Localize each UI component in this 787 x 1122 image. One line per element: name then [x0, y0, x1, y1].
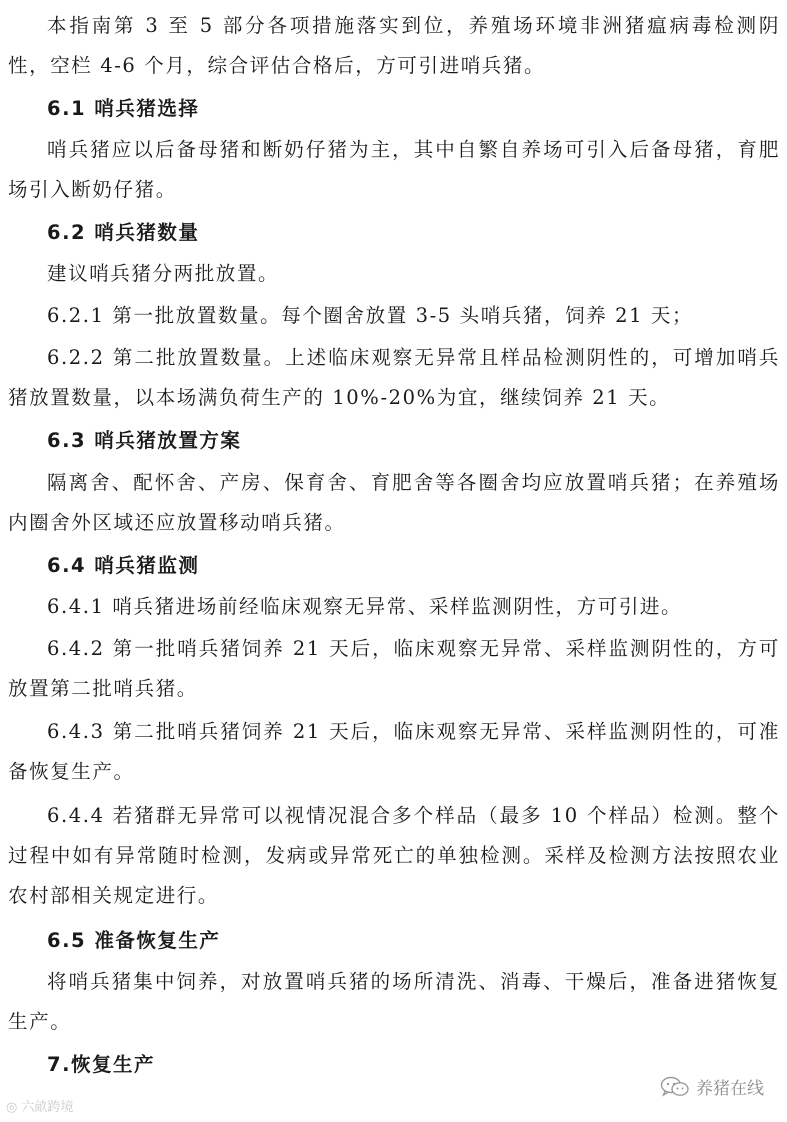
paragraph-6-2-1: 6.2.1 第一批放置数量。每个圈舍放置 3-5 头哨兵猪，饲养 21 天； — [47, 304, 694, 327]
wechat-logo-icon — [660, 1075, 690, 1099]
paragraph-6-1: 哨兵猪应以后备母猪和断奶仔猪为主，其中自繁自养场可引入后备母猪，育肥场引入断奶仔猪。 — [8, 138, 780, 201]
wechat-watermark — [660, 1074, 764, 1099]
paragraph-6-4-3: 6.4.3 第二批哨兵猪饲养 21 天后，临床观察无异常、采样监测阴性的，可准备恢复生产。 — [8, 720, 780, 783]
paragraph-6-4-2: 6.4.2 第一批哨兵猪饲养 21 天后，临床观察无异常、采样监测阴性的，方可放置第二批哨兵猪。 — [8, 637, 780, 700]
paragraph-6-3: 隔离舍、配怀舍、产房、保育舍、育肥舍等各圈舍均应放置哨兵猪；在养殖场内圈舍外区域还应放置移动哨兵猪。 — [8, 471, 780, 534]
paragraph-6-5: 将哨兵猪集中饲养，对放置哨兵猪的场所清洗、消毒、干燥后，准备进猪恢复生产。 — [8, 970, 780, 1033]
heading-6-5: 6.5 准备恢复生产 — [47, 929, 221, 952]
weibo-logo-icon: ◎ — [6, 1100, 18, 1115]
weibo-account-name: 六畝跨境 — [21, 1100, 74, 1115]
heading-6-4: 6.4 哨兵猪监测 — [47, 554, 200, 577]
heading-6-3: 6.3 哨兵猪放置方案 — [47, 429, 242, 452]
paragraph-6-4-4: 6.4.4 若猪群无异常可以视情况混合多个样品（最多 10 个样品）检测。整个过程中如有异常随时检测，发病或异常死亡的单独检测。采样及检测方法按照农业农村部相关规定进行。 — [8, 804, 780, 907]
paragraph-6-2-2: 6.2.2 第二批放置数量。上述临床观察无异常且样品检测阴性的，可增加哨兵猪放置数量，以本场满负荷生产的 10%-20%为宜，继续饲养 21 天。 — [8, 346, 780, 409]
heading-6-1: 6.1 哨兵猪选择 — [47, 97, 200, 120]
wechat-account-name: 养猪在线 — [696, 1079, 764, 1099]
heading-7: 7.恢复生产 — [47, 1053, 155, 1076]
paragraph-6-2: 建议哨兵猪分两批放置。 — [47, 262, 280, 285]
paragraph-6-4-1: 6.4.1 哨兵猪进场前经临床观察无异常、采样监测阴性，方可引进。 — [47, 595, 683, 618]
paragraph-intro: 本指南第 3 至 5 部分各项措施落实到位，养殖场环境非洲猪瘟病毒检测阴性，空栏 4-6 个月，综合评估合格后，方可引进哨兵猪。 — [8, 14, 780, 77]
weibo-watermark — [6, 1096, 74, 1115]
heading-6-2: 6.2 哨兵猪数量 — [47, 221, 200, 244]
